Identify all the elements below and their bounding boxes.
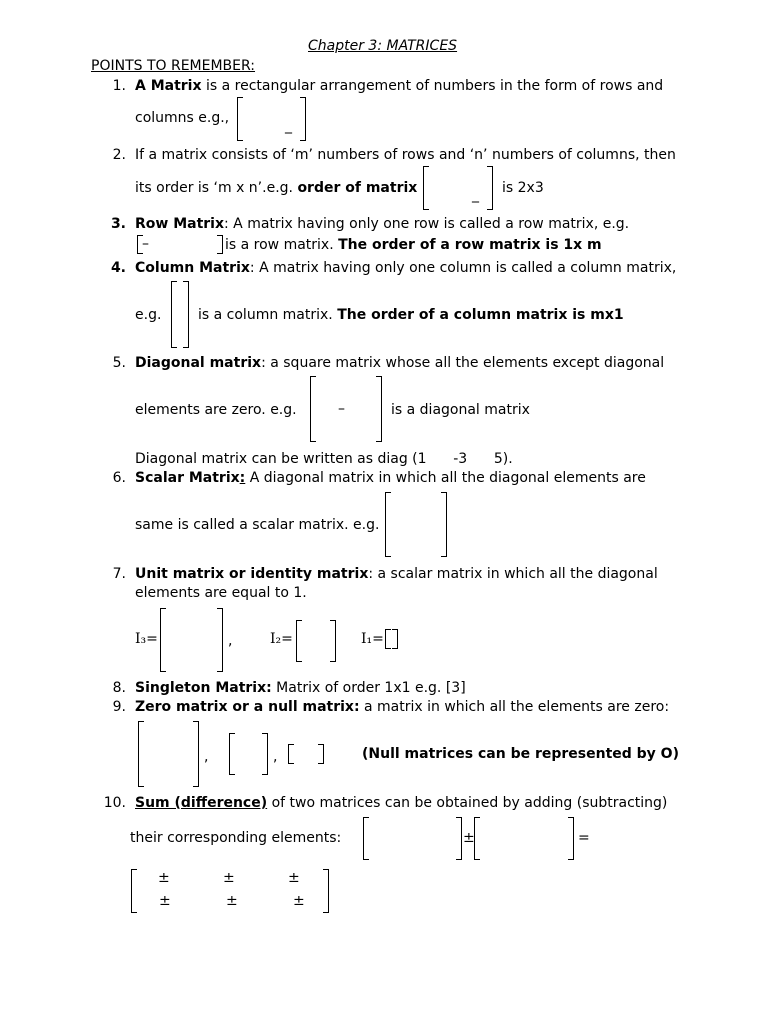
- item-4-line-1: [135, 260, 676, 277]
- term-zero-matrix: Zero matrix or a null matrix:: [135, 699, 360, 715]
- order-text: is 2x3: [502, 180, 544, 196]
- matrix-bracket-right: [300, 97, 306, 141]
- equals-sign: =: [578, 830, 590, 846]
- item-1-line-2: columns e.g.,: [135, 110, 230, 126]
- item-9-line-1: [135, 699, 669, 716]
- matrix-cell: ±: [159, 893, 171, 909]
- i3-label: I₃=: [135, 631, 158, 647]
- text: is a rectangular arrangement of numbers in the form of rows and: [201, 78, 664, 94]
- item-7-line-1: [135, 566, 658, 583]
- item-6-line-2: same is called a scalar matrix. e.g.: [135, 517, 380, 533]
- term-diagonal-matrix: Diagonal matrix: [135, 355, 262, 371]
- item-7-line-2: elements are equal to 1.: [135, 585, 307, 601]
- matrix-bracket-right: [330, 620, 336, 662]
- matrix-bracket-left: [296, 620, 302, 662]
- text: : A matrix having only one row is called a row matrix, e.g.: [224, 216, 630, 232]
- matrix-bracket-left: [237, 97, 243, 141]
- matrix-bracket-left: [171, 281, 177, 348]
- text: a matrix in which all the elements are zero:: [359, 699, 670, 715]
- column-order-note: The order of a column matrix is mx1: [337, 307, 624, 323]
- matrix-bracket-right: [568, 817, 574, 860]
- text: : a scalar matrix in which all the diagonal: [368, 566, 658, 582]
- item-number: 2.: [112, 147, 126, 163]
- item-5-line-3: Diagonal matrix can be written as diag (1 -3 5).: [135, 451, 513, 467]
- term-singleton-matrix: Singleton Matrix:: [135, 680, 272, 696]
- matrix-glyph: –: [142, 236, 149, 252]
- matrix-bracket-left: [385, 492, 391, 557]
- matrix-bracket-right: [318, 744, 324, 764]
- text: is a column matrix.: [198, 307, 338, 323]
- item-6-line-1: [135, 470, 646, 487]
- matrix-glyph: _: [472, 187, 479, 203]
- i2-label: I₂=: [270, 631, 293, 647]
- text: : A matrix having only one column is called a column matrix,: [249, 260, 677, 276]
- matrix-bracket-left: [423, 166, 429, 210]
- term-row-matrix: Row Matrix: [135, 216, 225, 232]
- matrix-bracket-right: [323, 869, 329, 913]
- matrix-cell: ±: [158, 870, 170, 886]
- item-2-line-2: [135, 180, 417, 197]
- plus-minus: ±: [463, 830, 475, 846]
- matrix-bracket-right: [376, 376, 382, 442]
- term-sum-difference: Sum (difference): [135, 795, 268, 811]
- matrix-glyph: –: [338, 401, 345, 417]
- term-scalar-matrix: Scalar Matrix: [135, 470, 240, 486]
- matrix-glyph: _: [285, 118, 292, 134]
- matrix-bracket-left: [363, 817, 369, 860]
- matrix-bracket-left: [138, 721, 144, 787]
- item-number: 8.: [112, 680, 126, 696]
- text: of two matrices can be obtained by adding (subtracting): [267, 795, 668, 811]
- matrix-bracket-left: [310, 376, 316, 442]
- item-10-line-1: [135, 795, 667, 812]
- eg-label: e.g.: [135, 307, 162, 323]
- item-2-line-1: If a matrix consists of ‘m’ numbers of rows and ‘n’ numbers of columns, then: [135, 147, 676, 163]
- item-number: 5.: [112, 355, 126, 371]
- matrix-bracket-right: [441, 492, 447, 557]
- row-order-note: The order of a row matrix is 1x m: [338, 237, 602, 253]
- text: its order is ‘m x n’.e.g.: [135, 180, 298, 196]
- diagonal-note: is a diagonal matrix: [391, 402, 530, 418]
- term-order: order of matrix: [297, 180, 418, 196]
- matrix-bracket-right: [262, 733, 268, 775]
- matrix-bracket-left: [288, 744, 294, 764]
- text: Matrix of order 1x1 e.g. [3]: [271, 680, 466, 696]
- matrix-bracket-right: [487, 166, 493, 210]
- matrix-bracket-right: [217, 608, 223, 672]
- matrix-bracket-left: [474, 817, 480, 860]
- matrix-cell: ±: [293, 893, 305, 909]
- item-1-line-1: [135, 78, 677, 95]
- matrix-cell: ±: [288, 870, 300, 886]
- item-number: 7.: [112, 566, 126, 582]
- matrix-bracket-left: [160, 608, 166, 672]
- term-unit-matrix: Unit matrix or identity matrix: [135, 566, 369, 582]
- matrix-bracket-left: [229, 733, 235, 775]
- comma: ,: [273, 749, 278, 765]
- matrix-bracket-left: [385, 629, 391, 649]
- item-number: 4.: [110, 260, 126, 276]
- page-title: Chapter 3: MATRICES: [308, 38, 458, 54]
- item-number: 10.: [103, 795, 126, 811]
- matrix-bracket-right: [183, 281, 189, 348]
- item-number: 1.: [112, 78, 126, 94]
- section-heading: POINTS TO REMEMBER:: [91, 58, 256, 74]
- text: : a square matrix whose all the elements except diagonal: [261, 355, 665, 371]
- i1-label: I₁=: [361, 631, 384, 647]
- item-5-line-1: [135, 355, 664, 372]
- colon: :: [239, 470, 246, 486]
- term-column-matrix: Column Matrix: [135, 260, 250, 276]
- matrix-bracket-right: [456, 817, 462, 860]
- item-number: 9.: [112, 699, 126, 715]
- null-matrix-note: (Null matrices can be represented by O): [362, 746, 679, 762]
- text: is a row matrix.: [225, 237, 339, 253]
- comma: ,: [204, 749, 209, 765]
- matrix-bracket-right: [193, 721, 199, 787]
- item-3-line-1: [135, 216, 629, 233]
- item-8-line-1: [135, 680, 466, 697]
- matrix-cell: ±: [223, 870, 235, 886]
- item-number: 3.: [110, 216, 126, 232]
- matrix-cell: ±: [226, 893, 238, 909]
- text: A diagonal matrix in which all the diagonal elements are: [245, 470, 646, 486]
- item-10-line-2: their corresponding elements:: [130, 830, 342, 846]
- item-number: 6.: [112, 470, 126, 486]
- matrix-bracket-right: [217, 235, 223, 254]
- item-3-line-2: [225, 237, 602, 254]
- comma: ,: [228, 633, 233, 649]
- item-4-line-2: [198, 307, 624, 324]
- matrix-bracket-left: [131, 869, 137, 913]
- item-5-line-2: elements are zero. e.g.: [135, 402, 297, 418]
- term-a-matrix: A Matrix: [135, 78, 202, 94]
- matrix-bracket-right: [392, 629, 398, 649]
